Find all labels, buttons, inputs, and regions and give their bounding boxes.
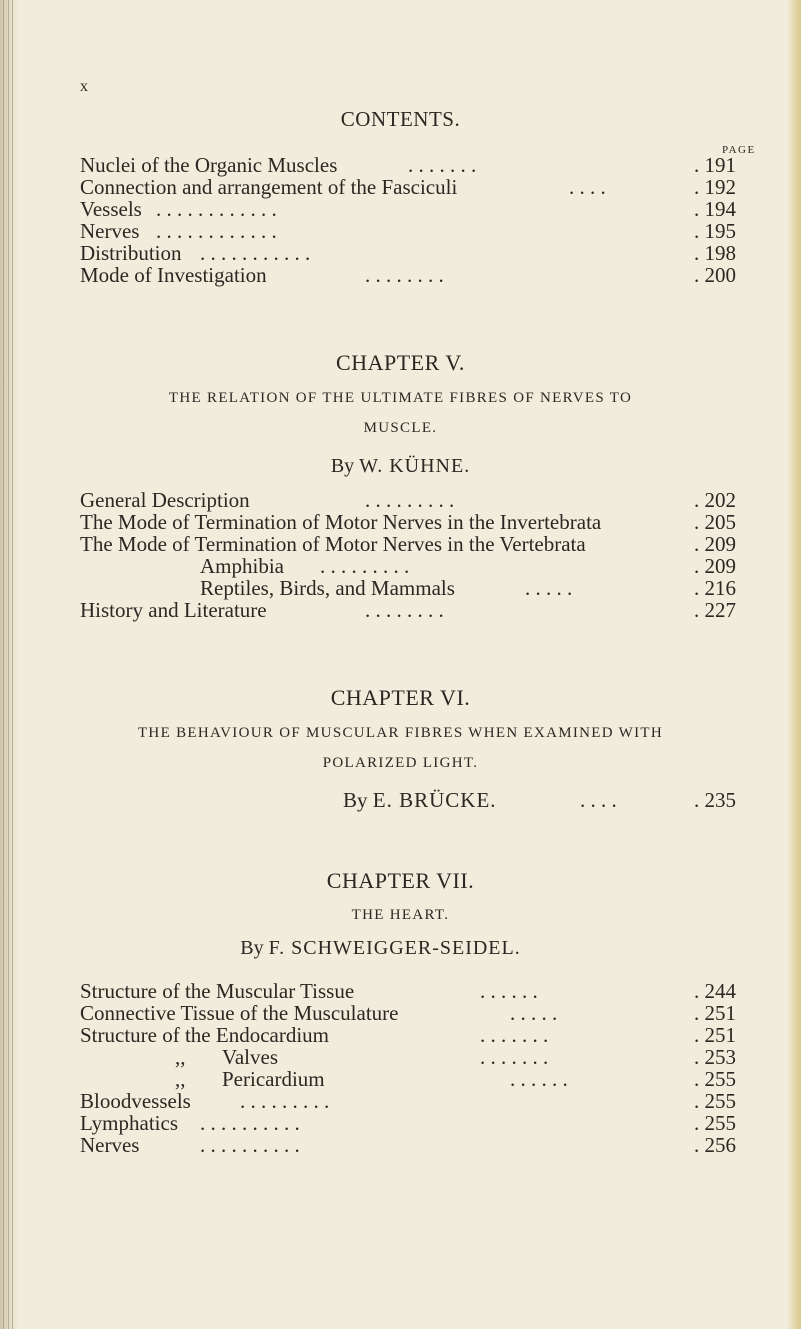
by-label: By	[343, 788, 368, 812]
toc-entry	[80, 220, 770, 242]
entry-page: . 200	[694, 263, 736, 287]
toc-entry	[80, 577, 770, 599]
entry-leader: . . . . . . .	[480, 1045, 549, 1069]
toc-entry	[80, 533, 770, 555]
toc-entry	[80, 1090, 770, 1112]
entry-title: The Mode of Termination of Motor Nerves in the Vertebrata	[80, 532, 586, 556]
toc-entry	[80, 242, 770, 264]
entry-page: . 198	[694, 241, 736, 265]
entry-page: . 194	[694, 197, 736, 221]
entry-page: . 253	[694, 1045, 736, 1069]
entry-title: Structure of the Muscular Tissue	[80, 979, 355, 1003]
entry-leader: . . . . . .	[480, 979, 538, 1003]
chapter-subject: THE HEART.	[351, 907, 450, 923]
entry-page: . 255	[694, 1067, 736, 1091]
entry-page: . 191	[694, 153, 736, 177]
chapter-author	[0, 937, 781, 960]
chapter-author	[0, 455, 801, 478]
entry-page: . 251	[694, 1023, 736, 1047]
entry-leader: . . . . . . . .	[365, 598, 444, 622]
chapter-subject: MUSCLE.	[363, 420, 438, 436]
ditto-mark: ,,	[175, 1045, 186, 1069]
entry-leader: . . . . . . . .	[365, 263, 444, 287]
entry-title: Structure of the Endocardium	[80, 1023, 330, 1047]
book-gutter	[0, 0, 18, 1329]
entry-leader: . . . . . . . . . . . .	[156, 197, 277, 221]
entry-title: Lymphatics	[80, 1111, 178, 1135]
toc-entry	[80, 198, 770, 220]
entry-page: . 256	[694, 1133, 736, 1157]
chapter-heading: CHAPTER VI.	[330, 685, 471, 710]
entry-title: Nerves	[80, 219, 140, 243]
toc-entry	[80, 980, 770, 1002]
toc-entry	[80, 511, 770, 533]
by-label: By	[330, 455, 355, 477]
by-label: By	[240, 937, 264, 959]
entry-title: General Description	[80, 488, 250, 512]
entry-leader: . . . . . . .	[408, 153, 477, 177]
chapter-heading: CHAPTER V.	[336, 350, 465, 375]
entry-leader: . . . . . . . . . . . .	[156, 219, 277, 243]
entry-page: . 255	[694, 1111, 736, 1135]
entry-leader: . . . . . . .	[480, 1023, 549, 1047]
entry-leader: . . . . . . . . . .	[200, 1111, 300, 1135]
toc-entry	[80, 1112, 770, 1134]
entry-page: . 209	[694, 554, 736, 578]
entry-leader: . . . . .	[510, 1001, 558, 1025]
entry-page: . 195	[694, 219, 736, 243]
entry-title: Valves	[222, 1045, 278, 1069]
toc-entry	[80, 1134, 770, 1156]
entry-page: . 227	[694, 598, 736, 622]
entry-title: Connection and arrangement of the Fasciculi	[80, 175, 458, 199]
chapter-author	[343, 789, 497, 811]
entry-title: The Mode of Termination of Motor Nerves in the Invertebrata	[80, 510, 602, 534]
entry-leader: . . . . .	[525, 576, 573, 600]
entry-page: . 209	[694, 532, 736, 556]
chapter-subject: THE RELATION OF THE ULTIMATE FIBRES OF NERVES TO	[168, 390, 633, 406]
entry-title: Reptiles, Birds, and Mammals	[200, 576, 455, 600]
toc-entry	[80, 1002, 770, 1024]
toc-entry	[80, 1068, 770, 1090]
ditto-mark: ,,	[175, 1067, 186, 1091]
toc-entry	[80, 1024, 770, 1046]
entry-title: Distribution	[80, 241, 182, 265]
page-edge	[787, 0, 801, 1329]
entry-title: Bloodvessels	[80, 1089, 191, 1113]
entry-leader: . . . . . . . . .	[240, 1089, 330, 1113]
entry-page: . 251	[694, 1001, 736, 1025]
entry-page: . 244	[694, 979, 736, 1003]
entry-title: Mode of Investigation	[80, 263, 267, 287]
entry-title: History and Literature	[80, 598, 267, 622]
author-name: F. SCHWEIGGER-SEIDEL.	[268, 937, 521, 959]
entry-page: . 192	[694, 175, 736, 199]
author-name: W. KÜHNE.	[359, 455, 471, 477]
entry-leader: . . . .	[569, 175, 606, 199]
entry-leader: . . . .	[580, 788, 617, 812]
entry-page: . 205	[694, 510, 736, 534]
chapter-heading: CHAPTER VII.	[326, 868, 475, 893]
entry-page: . 216	[694, 576, 736, 600]
toc-entry	[80, 789, 770, 811]
page-column-label: PAGE	[722, 144, 756, 156]
toc-entry	[80, 1046, 770, 1068]
entry-leader: . . . . . .	[510, 1067, 568, 1091]
folio-number: x	[80, 78, 88, 95]
entry-leader: . . . . . . . . . . .	[200, 241, 311, 265]
entry-leader: . . . . . . . . .	[320, 554, 410, 578]
toc-entry	[80, 555, 770, 577]
entry-page: . 255	[694, 1089, 736, 1113]
entry-title: Connective Tissue of the Musculature	[80, 1001, 399, 1025]
chapter-subject: POLARIZED LIGHT.	[322, 755, 479, 771]
entry-title: Vessels	[80, 197, 142, 221]
entry-leader: . . . . . . . . .	[365, 488, 455, 512]
chapter-subject: THE BEHAVIOUR OF MUSCULAR FIBRES WHEN EXAMINED WITH	[137, 725, 664, 741]
running-head: CONTENTS.	[340, 107, 461, 131]
toc-entry	[80, 489, 770, 511]
entry-title: Nuclei of the Organic Muscles	[80, 153, 338, 177]
entry-title: Pericardium	[222, 1067, 325, 1091]
toc-entry	[80, 599, 770, 621]
author-name: E. BRÜCKE.	[372, 788, 497, 812]
toc-entry	[80, 154, 770, 176]
entry-page: . 202	[694, 488, 736, 512]
entry-title: Nerves	[80, 1133, 140, 1157]
toc-entry	[80, 264, 770, 286]
toc-entry	[80, 176, 770, 198]
entry-page: . 235	[694, 788, 736, 812]
entry-title: Amphibia	[200, 554, 284, 578]
entry-leader: . . . . . . . . . .	[200, 1133, 300, 1157]
